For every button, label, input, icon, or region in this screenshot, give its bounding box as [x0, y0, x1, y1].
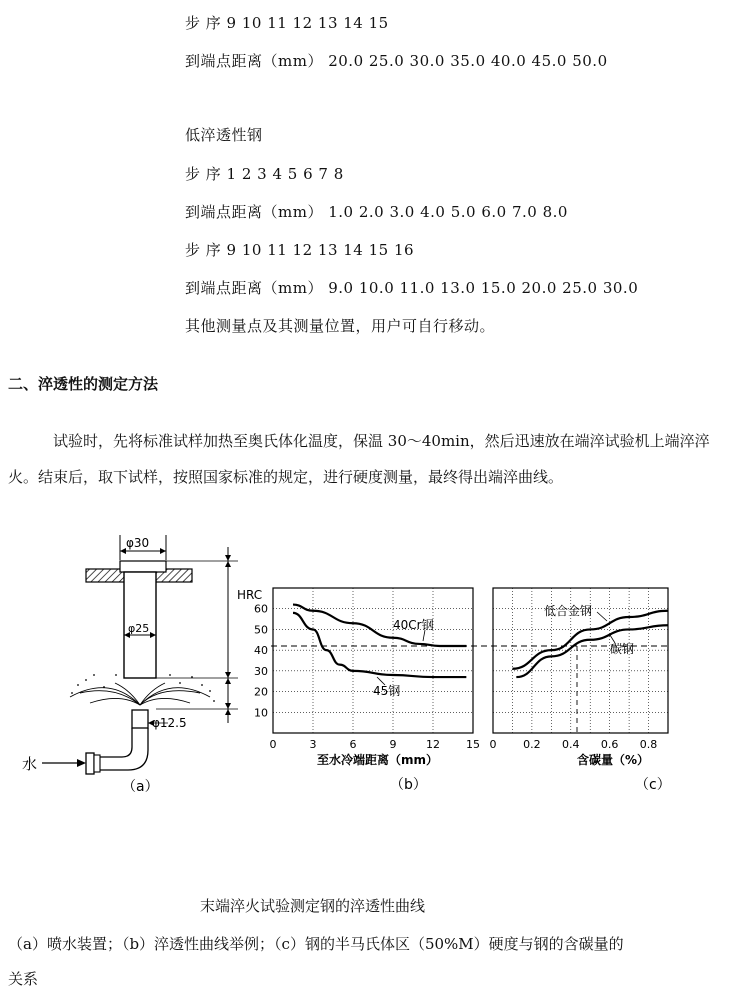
figure-caption-line2: 关系 [8, 970, 39, 988]
chart-b-xtick: 3 [309, 738, 317, 751]
figure-c-label: （c） [635, 777, 671, 793]
chart-b-xlabel: 至水冷端距离（mm） [317, 753, 439, 767]
distance-row-1: 到端点距离（mm） 20.0 25.0 30.0 35.0 40.0 45.0 50.0 [185, 52, 608, 70]
chart-c-xtick: 0.8 [639, 738, 658, 751]
distance-row-3: 到端点距离（mm） 9.0 10.0 11.0 13.0 15.0 20.0 25.0 30.0 [185, 279, 639, 297]
chart-b-ylabel: HRC [237, 588, 263, 602]
chart-c-xlabel: 含碳量（%） [577, 753, 650, 767]
chart-b-xtick: 9 [389, 738, 397, 751]
series-45-label: 45钢 [373, 684, 401, 698]
section-heading: 二、淬透性的测定方法 [8, 375, 159, 393]
figure-a-label: （a） [122, 779, 159, 795]
chart-c-xtick: 0 [489, 738, 497, 751]
note-line: 其他测量点及其测量位置，用户可自行移动。 [185, 317, 496, 335]
chart-c-series-2-line [516, 625, 668, 677]
chart-b-xtick: 0 [269, 738, 277, 751]
water-label: 水 [22, 755, 38, 773]
step-row-1: 步 序 9 10 11 12 13 14 15 [185, 14, 389, 32]
chart-b-ytick: 50 [254, 623, 268, 637]
chart-b-ytick: 60 [254, 602, 268, 616]
figure-bc-charts [225, 565, 680, 795]
chart-b-ytick: 20 [254, 685, 268, 699]
series-low-alloy-label: 低合金钢 [544, 604, 593, 618]
chart-c-xtick: 0.6 [600, 738, 619, 751]
series-40cr-label: 40Cr钢 [393, 618, 434, 632]
dim-phi25: φ25 [128, 622, 150, 635]
step-row-3: 步 序 9 10 11 12 13 14 15 16 [185, 241, 415, 259]
figure-caption-title: 末端淬火试验测定钢的淬透性曲线 [200, 897, 426, 915]
dim-phi30: φ30 [126, 536, 150, 550]
step-row-2: 步 序 1 2 3 4 5 6 7 8 [185, 165, 344, 183]
chart-b-xtick: 15 [466, 738, 480, 751]
chart-b-xtick: 12 [426, 738, 440, 751]
chart-b-frame [273, 588, 473, 733]
chart-c-xtick: 0.2 [523, 738, 541, 751]
figure-b-label: （b） [390, 777, 427, 793]
low-hardenability-label: 低淬透性钢 [185, 126, 263, 144]
series-carbon-label: 碳钢 [610, 642, 635, 656]
chart-b-xtick: 6 [349, 738, 357, 751]
distance-row-2: 到端点距离（mm） 1.0 2.0 3.0 4.0 5.0 6.0 7.0 8.0 [185, 203, 568, 221]
method-paragraph: 试验时，先将标准试样加热至奥氏体化温度，保温 30～40min，然后迅速放在端淬试验机上端淬淬火。结束后，取下试样，按照国家标准的规定，进行硬度测量，最终得出端淬曲线。 [8, 432, 710, 486]
chart-b-ytick: 10 [254, 706, 268, 720]
dim-phi12-5: φ12.5 [152, 716, 187, 730]
chart-b-ytick: 30 [254, 664, 268, 678]
figure-a-apparatus [20, 525, 250, 795]
figure-caption-line1: （a）喷水装置；（b）淬透性曲线举例；（c）钢的半马氏体区（50%M）硬度与钢的含碳量的 [8, 935, 624, 953]
chart-b-ytick: 40 [254, 644, 268, 658]
chart-c-xtick: 0.4 [562, 738, 580, 751]
